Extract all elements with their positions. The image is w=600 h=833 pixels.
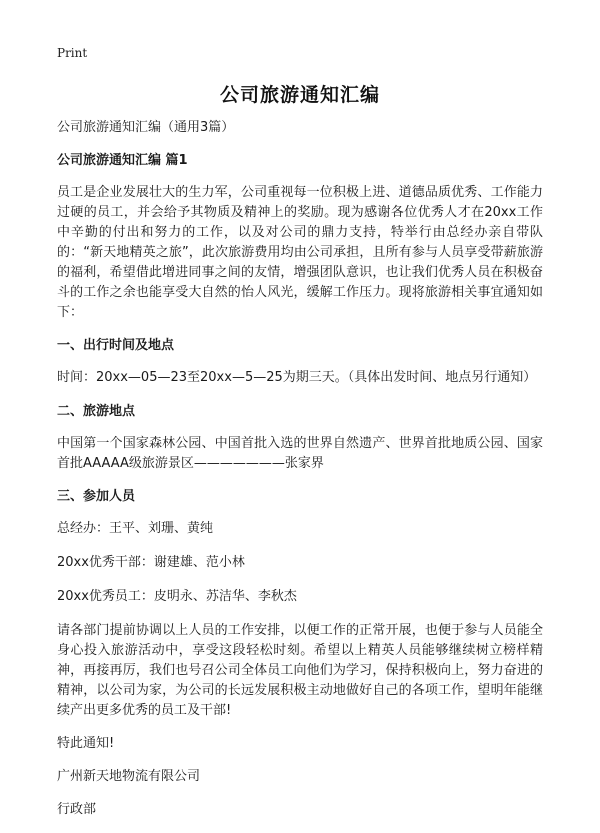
location-paragraph: 中国第一个国家森林公园、中国首批入选的世界自然遗产、世界首批地质公园、国家首批AAAAA级旅游景区———————张家界 [57, 436, 543, 471]
department-signature: 行政部 [57, 802, 97, 817]
article-heading: 公司旅游通知汇编 篇1 [57, 153, 188, 168]
intro-paragraph: 员工是企业发展壮大的生力军，公司重视每一位积极上进、道德品质优秀、工作能力过硬的员工，并会给予其物质及精神上的奖励。现为感谢各位优秀人才在20xx工作中辛勤的付出和努力的工作，以及对公司的鼎力支持，特举行由总经办亲自带队的：“新天地精英之旅”，此次旅游费用均由公司承担，且所有参与人员享受带薪旅游的福利，希望借此增进同事之间的友情，增强团队意识，也让我们优秀人员在积极奋斗的工作之余也能享受大自然的怡人风光，缓解工作压力。现将旅游相关事宜通知如下： [57, 185, 543, 320]
participants-cadres: 20xx优秀干部：谢建雄、范小林 [57, 555, 245, 570]
document-body [57, 118, 543, 833]
document-title: 公司旅游通知汇编 [219, 84, 380, 106]
time-paragraph: 时间：20xx—05—23至20xx—5—25为期三天。（具体出发时间、地点另行通知） [57, 370, 537, 385]
section-heading-participants: 三、参加人员 [57, 489, 136, 504]
section-heading-location: 二、旅游地点 [57, 404, 136, 419]
section-heading-time: 一、出行时间及地点 [57, 338, 175, 353]
company-signature: 广州新天地物流有限公司 [57, 769, 201, 784]
notice-line: 特此通知! [57, 736, 115, 751]
participants-gm: 总经办：王平、刘珊、黄纯 [57, 521, 214, 536]
print-label: Print [57, 46, 88, 60]
request-paragraph: 请各部门提前协调以上人员的工作安排，以便工作的正常开展，也便于参与人员能全身心投入旅游活动中，享受这段轻松时刻。希望以上精英人员能够继续树立榜样精神，再接再厉，我们也号召公司全体员工向他们为学习，保持积极向上，努力奋进的精神，以公司为家，为公司的长远发展积极主动地做好自己的各项工作，望明年能继续产出更多优秀的员工及干部! [57, 623, 543, 718]
participants-staff: 20xx优秀员工：皮明永、苏洁华、李秋杰 [57, 589, 297, 604]
document-subtitle: 公司旅游通知汇编（通用3篇） [57, 120, 235, 135]
